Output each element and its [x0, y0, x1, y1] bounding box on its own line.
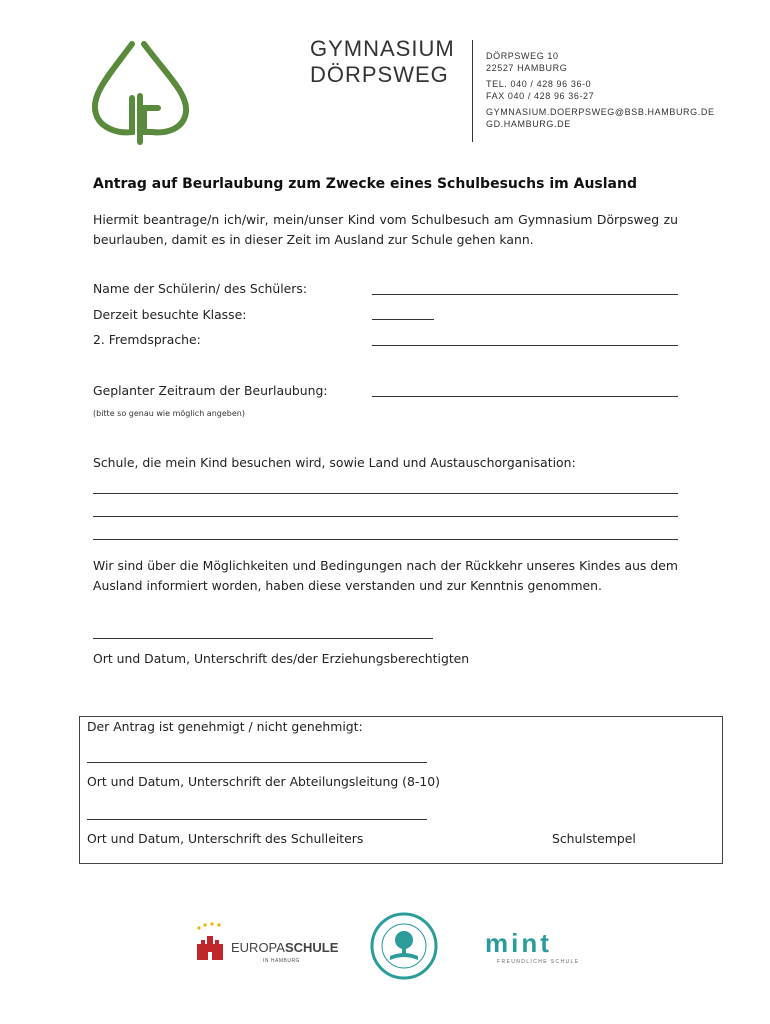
school-name-line2: DÖRPSWEG	[310, 62, 449, 87]
school-abroad-field-1[interactable]	[93, 493, 678, 494]
header-divider	[472, 40, 473, 142]
parent-signature-label: Ort und Datum, Unterschrift des/der Erziehungsberechtigten	[93, 651, 470, 666]
address-phone: TEL. 040 / 428 96 36-0	[486, 79, 592, 89]
period-label: Geplanter Zeitraum der Beurlaubung:	[93, 383, 328, 398]
mint-sub-text: FREUNDLICHE SCHULE	[497, 959, 580, 965]
student-name-label: Name der Schülerin/ des Schülers:	[93, 281, 308, 296]
period-field[interactable]	[372, 396, 678, 397]
address-city: 22527 HAMBURG	[486, 63, 568, 73]
intro-text: Hiermit beantrage/n ich/wir, mein/unser Kind vom Schulbesuch am Gymnasium Dörpsweg zu beurlauben, damit es in dieser Zeit im Ausland zur Schule gehen kann.	[93, 212, 678, 247]
school-abroad-field-3[interactable]	[93, 539, 678, 540]
leaf-right-icon	[144, 44, 186, 132]
declaration-text: Wir sind über die Möglichkeiten und Bedingungen nach der Rückkehr unseres Kindes aus dem Ausland informiert worden, haben diese verstanden und zur Kenntnis genommen.	[93, 558, 678, 593]
europa-sub-text: IN HAMBURG	[263, 958, 300, 964]
language-field[interactable]	[372, 345, 678, 346]
hamburg-castle-icon	[193, 922, 227, 966]
school-abroad-label: Schule, die mein Kind besuchen wird, sowie Land und Austauschorganisation:	[93, 455, 576, 470]
umweltschule-logo-icon	[370, 912, 438, 980]
class-field[interactable]	[372, 319, 434, 320]
school-address	[486, 50, 715, 130]
approval-box	[79, 716, 723, 864]
address-email[interactable]: GYMNASIUM.DOERPSWEG@BSB.HAMBURG.DE	[486, 107, 715, 117]
language-label: 2. Fremdsprache:	[93, 332, 201, 347]
address-street: DÖRPSWEG 10	[486, 51, 559, 61]
mint-logo	[485, 928, 585, 972]
school-logo	[88, 36, 200, 146]
class-label: Derzeit besuchte Klasse:	[93, 307, 247, 322]
address-fax: FAX 040 / 428 96 36-27	[486, 91, 595, 101]
approval-status-line[interactable]	[87, 762, 427, 763]
student-name-field[interactable]	[372, 294, 678, 295]
europa-text: EUROPA	[231, 940, 285, 955]
form-title: Antrag auf Beurlaubung zum Zwecke eines Schulbesuchs im Ausland	[93, 176, 637, 192]
school-abroad-field-2[interactable]	[93, 516, 678, 517]
address-website[interactable]: GD.HAMBURG.DE	[486, 119, 571, 129]
school-name-line1: GYMNASIUM	[310, 36, 455, 61]
period-hint: (bitte so genau wie möglich angeben)	[93, 409, 245, 418]
mint-text: mint	[485, 928, 552, 958]
parent-signature-line[interactable]	[93, 638, 433, 639]
head-signature-line[interactable]	[87, 819, 427, 820]
leaf-left-icon	[95, 44, 132, 132]
dept-signature-label: Ort und Datum, Unterschrift der Abteilungsleitung (8-10)	[87, 774, 440, 789]
schule-text: SCHULE	[284, 940, 339, 955]
approval-status-label: Der Antrag ist genehmigt / nicht genehmigt:	[87, 719, 363, 734]
head-signature-label: Ort und Datum, Unterschrift des Schulleiters	[87, 831, 364, 846]
school-stamp-label: Schulstempel	[552, 831, 636, 846]
europaschule-logo	[193, 922, 339, 970]
